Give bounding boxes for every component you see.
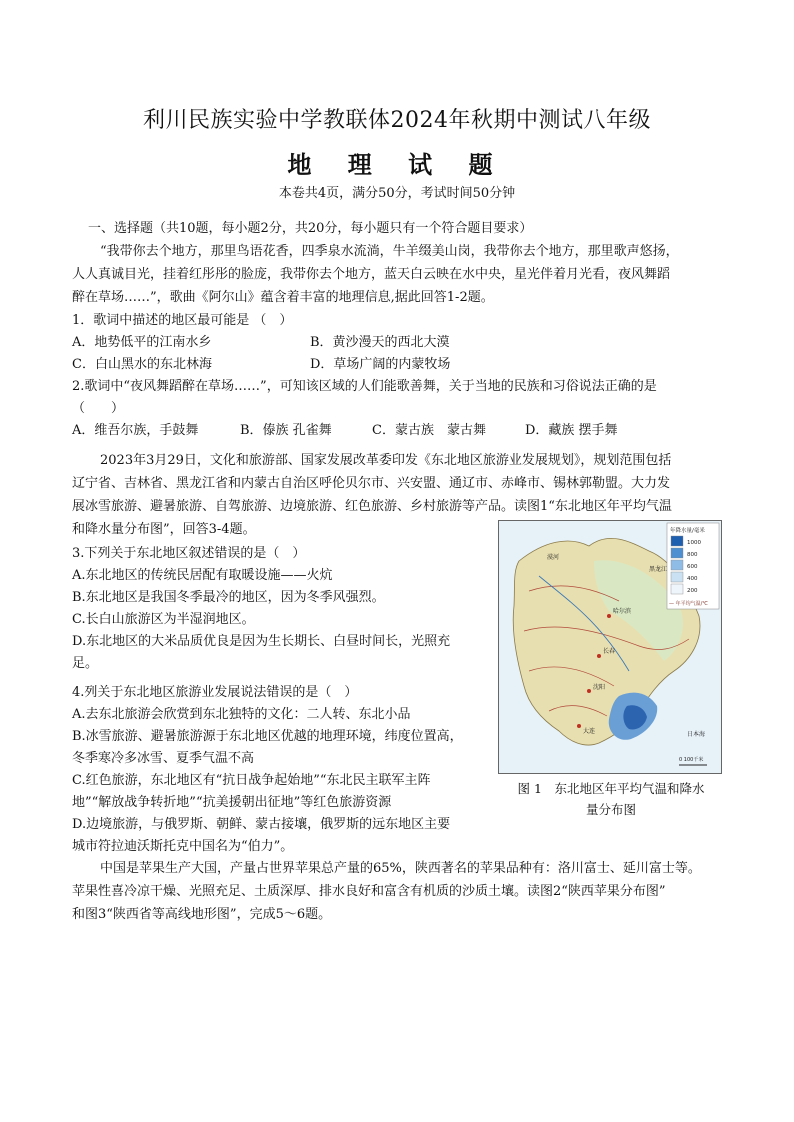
q4-stem: 4.列关于东北地区旅游业发展说法错误的是（ ） xyxy=(72,685,358,700)
passage3-line2: 苹果性喜冷凉干燥、光照充足、土质深厚、排水良好和富含有机质的沙质土壤。读图2“陕西苹果分布图” xyxy=(72,884,666,899)
q1-option-c: C．白山黑水的东北林海 xyxy=(72,357,212,372)
q1-option-b: B．黄沙漫天的西北大漠 xyxy=(310,335,450,350)
legend-swatch xyxy=(671,572,683,582)
q1-option-d: D．草场广阔的内蒙牧场 xyxy=(310,357,451,372)
scale-label: 0 100千米 xyxy=(679,757,704,763)
q3-option-d-cont: 足。 xyxy=(72,656,99,671)
q1-stem: 1．歌词中描述的地区最可能是 （ ） xyxy=(72,313,293,328)
q3-option-c: C.长白山旅游区为半湿润地区。 xyxy=(72,612,255,627)
exam-info: 本卷共4页，满分50分，考试时间50分钟 xyxy=(278,186,516,201)
q4-option-d-cont: 城市符拉迪沃斯托克中国名为“伯力”。 xyxy=(72,839,294,854)
q1-option-a: A．地势低平的江南水乡 xyxy=(72,335,212,350)
map-label: 哈尔滨 xyxy=(613,608,632,615)
legend-swatch xyxy=(671,548,683,558)
section1-heading: 一、选择题（共10题，每小题2分，共20分，每小题只有一个符合题目要求） xyxy=(88,221,533,236)
city-marker xyxy=(587,689,591,693)
legend-value: 400 xyxy=(687,576,698,582)
q2-option-b: B．傣族 孔雀舞 xyxy=(240,423,332,438)
figure1-caption xyxy=(500,778,722,820)
figure1-caption-line1: 图 1 东北地区年平均气温和降水 xyxy=(517,781,705,796)
q4-option-a: A.去东北旅游会欣赏到东北独特的文化：二人转、东北小品 xyxy=(72,707,411,722)
q3-option-d: D.东北地区的大米品质优良是因为生长期长、白昼时间长，光照充 xyxy=(72,634,451,649)
map-label: 日本海 xyxy=(687,731,706,738)
passage2-line1: 2023年3月29日，文化和旅游部、国家发展改革委印发《东北地区旅游业发展规划》，规划范围包括 xyxy=(100,453,672,468)
map-label: 大连 xyxy=(583,728,596,735)
legend-isoline: — 年平均气温/℃ xyxy=(669,601,708,607)
legend-value: 600 xyxy=(687,564,698,570)
q3-option-b: B.东北地区是我国冬季最冷的地区，因为冬季风强烈。 xyxy=(72,590,385,605)
figure1-caption-line2: 量分布图 xyxy=(585,802,636,817)
q4-option-c: C.红色旅游，东北地区有“抗日战争起始地”“东北民主联军主阵 xyxy=(72,773,431,788)
q2-stem: 2.歌词中“夜风舞蹈醉在草场……”，可知该区域的人们能歌善舞，关于当地的民族和习俗说法正确的是 xyxy=(72,379,657,394)
q4-option-b: B.冰雪旅游、避暑旅游源于东北地区优越的地理环境，纬度位置高， xyxy=(72,729,463,744)
legend-value: 1000 xyxy=(687,540,701,546)
passage2-line3: 展冰雪旅游、避暑旅游、自驾旅游、边境旅游、红色旅游、乡村旅游等产品。读图1“东北地区年平均气温 xyxy=(72,499,672,514)
map-label: 长春 xyxy=(603,648,616,655)
passage2-line2: 辽宁省、吉林省、黑龙江省和内蒙古自治区呼伦贝尔市、兴安盟、通辽市、赤峰市、锡林郭勒盟。大力发 xyxy=(72,476,671,491)
passage1-line2: 人人真诚目光，挂着红彤彤的脸庞，我带你去个地方，蓝天白云映在水中央，星光伴着月光看，夜风舞蹈 xyxy=(72,267,671,282)
city-marker xyxy=(577,724,581,728)
legend-value: 800 xyxy=(687,552,698,558)
northeast-climate-map xyxy=(499,521,721,773)
exam-subject: 地 理 试 题 xyxy=(287,150,507,179)
passage2-line4: 和降水量分布图”，回答3-4题。 xyxy=(72,522,256,537)
passage3-line1: 中国是苹果生产大国，产量占世界苹果总产量的65%，陕西著名的苹果品种有：洛川富士、延川富士等。 xyxy=(100,861,701,876)
map-label: 漠河 xyxy=(547,554,560,561)
q4-option-d: D.边境旅游，与俄罗斯、朝鲜、蒙古接壤，俄罗斯的远东地区主要 xyxy=(72,817,451,832)
passage3-line3: 和图3“陕西省等高线地形图”，完成5～6题。 xyxy=(72,907,332,922)
q2-option-c: C．蒙古族 蒙古舞 xyxy=(372,423,486,438)
map-label: 黑龙江 xyxy=(649,566,668,573)
exam-title: 利川民族实验中学教联体2024年秋期中测试八年级 xyxy=(143,108,651,133)
q2-option-a: A．维吾尔族，手鼓舞 xyxy=(72,423,199,438)
q4-option-b-cont: 冬季寒冷多冰雪、夏季气温不高 xyxy=(72,751,255,766)
city-marker xyxy=(597,654,601,658)
q2-option-d: D．藏族 摆手舞 xyxy=(525,423,618,438)
passage1-line3: 醉在草场……”，歌曲《阿尔山》蕴含着丰富的地理信息,据此回答1-2题。 xyxy=(72,290,494,305)
map-label: 沈阳 xyxy=(593,684,606,691)
legend-value: 200 xyxy=(687,588,698,594)
city-marker xyxy=(607,614,611,618)
q4-option-c-cont: 地”“解放战争转折地”“抗美援朝出征地”等红色旅游资源 xyxy=(72,795,392,810)
legend-swatch xyxy=(671,560,683,570)
q2-stem-bracket: （ ） xyxy=(72,401,125,416)
legend-title: 年降水量/毫米 xyxy=(670,528,705,534)
q3-option-a: A.东北地区的传统民居配有取暖设施——火炕 xyxy=(72,568,333,583)
passage1-line1: “我带你去个地方，那里鸟语花香，四季泉水流淌，牛羊缀美山岗，我带你去个地方，那里歌声悠扬， xyxy=(100,244,679,259)
figure1-map xyxy=(498,520,722,774)
legend-swatch xyxy=(671,584,683,594)
q3-stem: 3.下列关于东北地区叙述错误的是（ ） xyxy=(72,546,306,561)
legend-swatch xyxy=(671,536,683,546)
